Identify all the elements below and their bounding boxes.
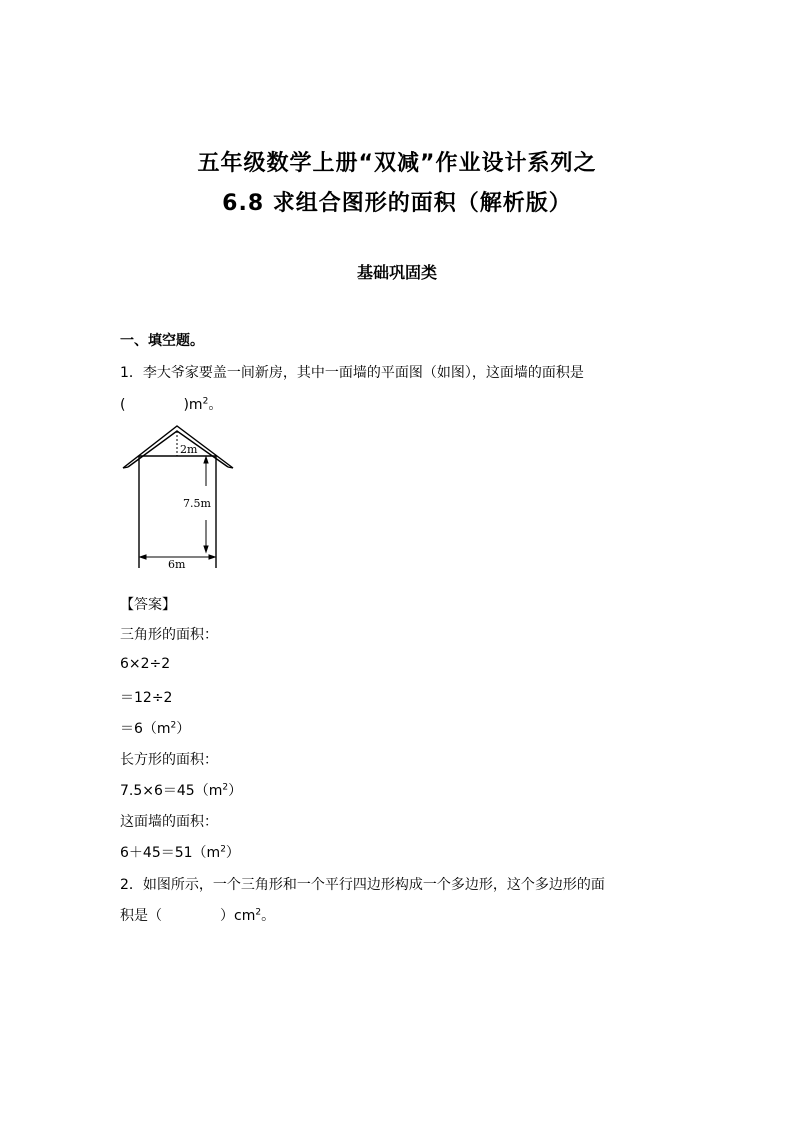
roof-inner-line [128, 431, 228, 467]
house-wall-figure [120, 418, 240, 570]
question-end: 。 [261, 908, 276, 924]
answer-text: ＝6（m [120, 721, 171, 737]
unit-exponent: 2 [255, 907, 262, 918]
question-1-text: 1．李大爷家要盖一间新房，其中一面墙的平面图（如图），这面墙的面积是 [120, 365, 584, 381]
answer-line: 三角形的面积： [120, 627, 218, 643]
answer-text: ） [228, 783, 243, 799]
unit-exponent: 2 [220, 844, 226, 855]
answer-text: 7.5×6＝45（m [120, 783, 223, 799]
label-2m: 2m [180, 443, 198, 456]
blank-open: ( [120, 397, 126, 413]
question-end: 。 [208, 397, 223, 413]
label-7-5m: 7.5m [183, 497, 211, 510]
answer-text: ） [176, 721, 191, 737]
answer-line: 6×2÷2 [120, 656, 171, 672]
answer-label: 【答案】 [120, 597, 176, 613]
answer-text: ） [225, 845, 240, 861]
answer-line: 长方形的面积： [120, 752, 218, 768]
document-title-line1: 五年级数学上册“双减”作业设计系列之 [197, 151, 597, 176]
answer-line [120, 780, 242, 800]
answer-line: 这面墙的面积： [120, 814, 218, 830]
part-heading: 一、填空题。 [120, 333, 204, 349]
unit-exponent: 2 [202, 396, 209, 407]
answer-line [120, 842, 240, 862]
label-6m: 6m [168, 558, 186, 570]
answer-line: ＝12÷2 [120, 690, 173, 706]
unit-exponent: 2 [222, 782, 229, 793]
answer-text: 6＋45＝51（m [120, 845, 221, 861]
document-title-line2: 6.8 求组合图形的面积（解析版） [222, 191, 572, 216]
blank-close: )m [183, 397, 203, 413]
question-2-text: 2．如图所示，一个三角形和一个平行四边形构成一个多边形，这个多边形的面 [120, 877, 605, 893]
answer-line [120, 718, 190, 738]
question-1-blank-line [120, 394, 222, 414]
question-text: ）cm [220, 908, 256, 924]
unit-exponent: 2 [170, 720, 177, 731]
question-text: 积是（ [120, 908, 162, 924]
section-title: 基础巩固类 [356, 263, 437, 282]
question-2-blank-line [120, 905, 275, 925]
